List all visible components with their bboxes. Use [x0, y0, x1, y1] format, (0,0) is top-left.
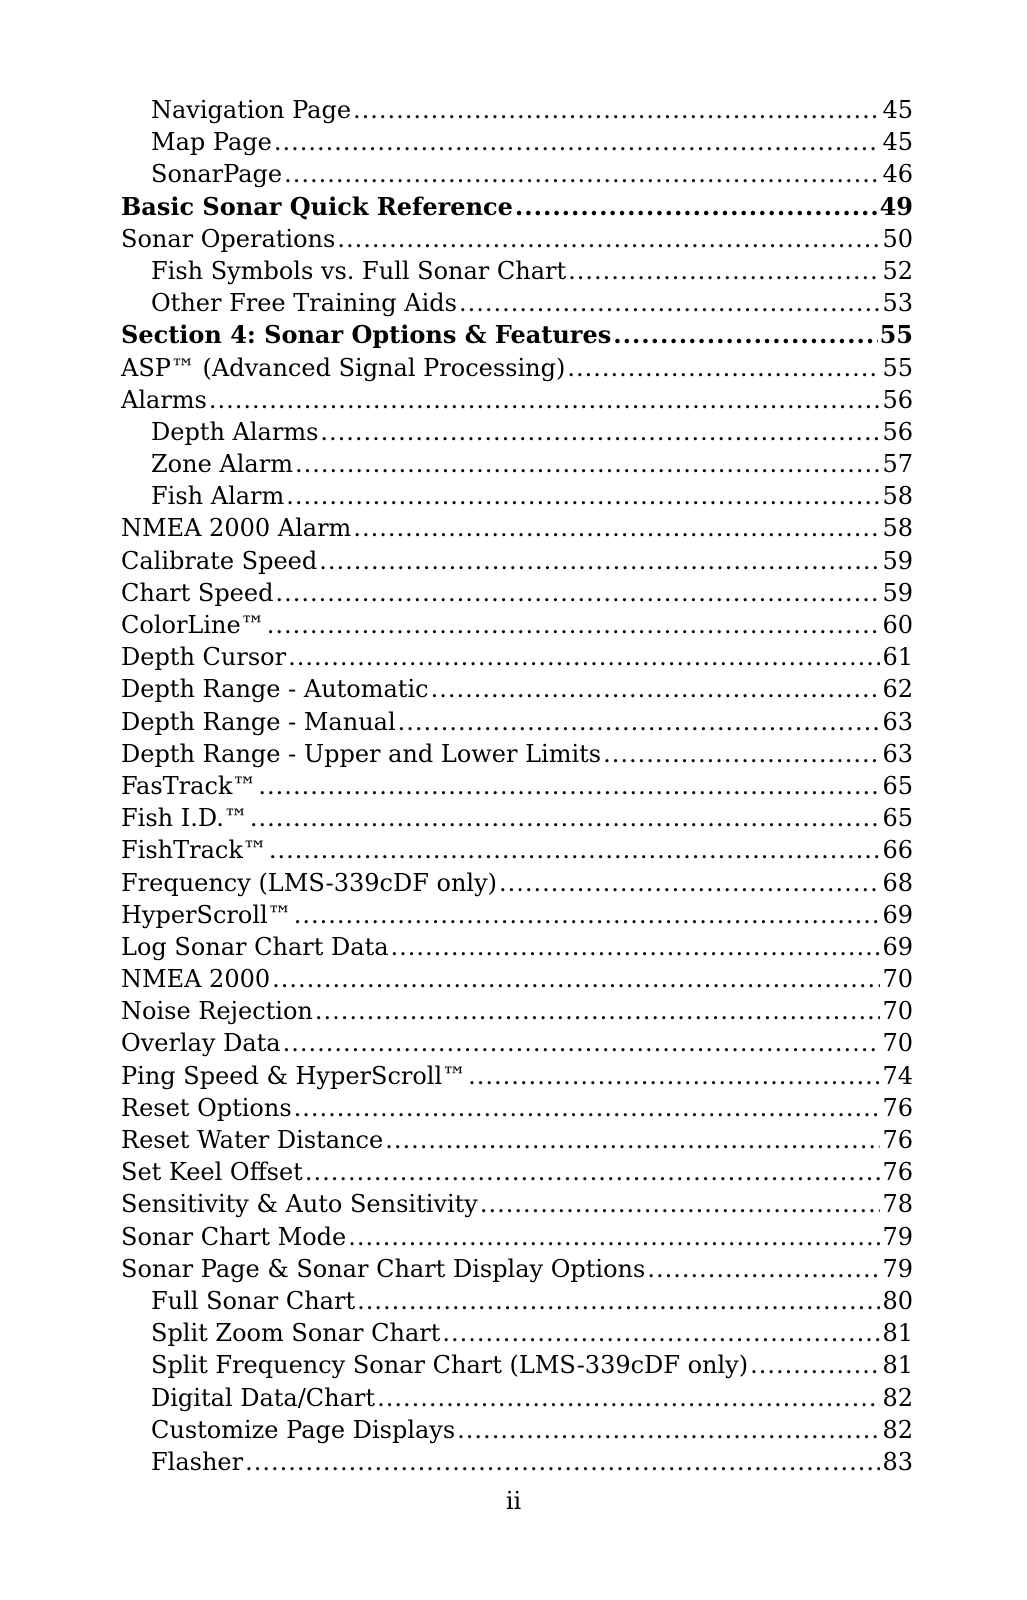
- toc-entry: [121, 609, 913, 641]
- toc-entry-title: Section 4: Sonar Options & Features: [121, 320, 612, 350]
- toc-entry-title: Calibrate Speed: [121, 546, 318, 575]
- toc-dot-leader: [295, 448, 880, 480]
- table-of-contents: [121, 94, 913, 1478]
- toc-entry-title: SonarPage: [151, 160, 283, 189]
- toc-dot-leader: [398, 706, 881, 738]
- toc-entry: [121, 995, 913, 1027]
- toc-entry-page-number: 79: [882, 1254, 913, 1283]
- toc-entry: [121, 802, 913, 834]
- toc-entry-page-number: 65: [882, 771, 913, 800]
- toc-entry-page-number: 45: [882, 96, 913, 124]
- toc-entry-page-number: 59: [882, 546, 913, 575]
- toc-entry-page-number: 82: [882, 1415, 913, 1444]
- toc-entry-title: FishTrack™: [121, 836, 267, 865]
- toc-entry-page-number: 52: [882, 256, 913, 285]
- toc-entry: [121, 1414, 913, 1446]
- toc-entry-title: Reset Water Distance: [121, 1126, 384, 1154]
- toc-dot-leader: [286, 480, 880, 512]
- toc-dot-leader: [385, 1124, 880, 1156]
- toc-entry-page-number: 62: [882, 675, 913, 704]
- toc-entry-title: ASP™ (Advanced Signal Processing): [121, 353, 566, 382]
- toc-dot-leader: [613, 319, 877, 351]
- toc-dot-leader: [431, 673, 881, 705]
- toc-dot-leader: [288, 641, 880, 673]
- toc-entry-title: Split Zoom Sonar Chart: [151, 1319, 441, 1348]
- toc-entry: [121, 1382, 913, 1414]
- toc-entry-title: Overlay Data: [121, 1029, 281, 1058]
- toc-entry-title: Fish Alarm: [151, 482, 285, 511]
- toc-entry-page-number: 50: [882, 224, 913, 253]
- toc-dot-leader: [319, 545, 880, 577]
- toc-entry-page-number: 69: [882, 932, 913, 961]
- toc-entry-title: Sensitivity & Auto Sensitivity: [121, 1190, 478, 1219]
- toc-dot-leader: [357, 1285, 880, 1317]
- toc-entry-title: Customize Page Displays: [151, 1415, 456, 1444]
- toc-entry: [121, 384, 913, 416]
- toc-entry-page-number: 60: [882, 611, 913, 639]
- toc-entry: [121, 1446, 913, 1478]
- toc-dot-leader: [269, 834, 881, 866]
- toc-entry-page-number: 53: [882, 289, 913, 318]
- toc-entry-page-number: 55: [882, 353, 913, 382]
- toc-entry: [121, 931, 913, 963]
- toc-entry: [121, 770, 913, 802]
- toc-entry-title: Flasher: [151, 1447, 244, 1476]
- toc-dot-leader: [353, 512, 880, 544]
- toc-entry-page-number: 49: [879, 191, 913, 221]
- toc-dot-leader: [274, 126, 881, 158]
- toc-entry-title: Depth Range - Manual: [121, 707, 396, 736]
- toc-entry: [121, 191, 913, 223]
- toc-dot-leader: [515, 191, 878, 223]
- toc-entry: [121, 287, 913, 319]
- toc-entry-page-number: 58: [882, 482, 913, 511]
- toc-dot-leader: [294, 1092, 881, 1124]
- toc-entry-title: Noise Rejection: [121, 997, 313, 1026]
- toc-entry: [121, 1221, 913, 1253]
- toc-dot-leader: [337, 223, 880, 255]
- toc-dot-leader: [468, 1060, 880, 1092]
- toc-entry-title: Reset Options: [121, 1093, 292, 1122]
- toc-entry: [121, 963, 913, 995]
- toc-entry-title: Chart Speed: [121, 578, 274, 607]
- toc-entry: [121, 738, 913, 770]
- toc-dot-leader: [499, 867, 880, 899]
- toc-entry: [121, 834, 913, 866]
- toc-dot-leader: [377, 1382, 880, 1414]
- toc-dot-leader: [258, 770, 880, 802]
- toc-entry: [121, 673, 913, 705]
- toc-entry-page-number: 70: [882, 965, 913, 994]
- toc-entry-title: Depth Cursor: [121, 643, 287, 672]
- toc-dot-leader: [209, 384, 881, 416]
- toc-dot-leader: [750, 1349, 880, 1381]
- toc-dot-leader: [320, 416, 880, 448]
- toc-entry-title: Log Sonar Chart Data: [121, 932, 389, 961]
- toc-dot-leader: [568, 255, 880, 287]
- toc-entry-page-number: 76: [882, 1158, 913, 1187]
- toc-entry-page-number: 56: [882, 385, 913, 414]
- toc-entry-page-number: 69: [882, 900, 913, 929]
- toc-entry: [121, 545, 913, 577]
- toc-entry-title: Depth Range - Upper and Lower Limits: [121, 739, 602, 768]
- toc-dot-leader: [245, 1446, 880, 1478]
- toc-dot-leader: [391, 931, 881, 963]
- toc-entry-title: Basic Sonar Quick Reference: [121, 191, 513, 221]
- toc-entry-title: NMEA 2000 Alarm: [121, 514, 352, 543]
- toc-entry-title: Full Sonar Chart: [151, 1286, 356, 1315]
- toc-dot-leader: [250, 802, 881, 834]
- toc-dot-leader: [348, 1221, 880, 1253]
- toc-dot-leader: [284, 158, 880, 190]
- toc-entry-page-number: 68: [882, 868, 913, 897]
- toc-entry-title: Frequency (LMS-339cDF only): [121, 868, 498, 897]
- toc-entry-title: Sonar Page & Sonar Chart Display Options: [121, 1254, 646, 1283]
- toc-dot-leader: [603, 738, 880, 770]
- toc-entry-page-number: 74: [882, 1061, 913, 1090]
- toc-dot-leader: [459, 287, 880, 319]
- toc-dot-leader: [647, 1253, 880, 1285]
- toc-dot-leader: [567, 352, 880, 384]
- toc-entry: [121, 94, 913, 126]
- toc-entry: [121, 223, 913, 255]
- toc-entry-page-number: 76: [882, 1126, 913, 1154]
- toc-entry-page-number: 82: [882, 1383, 913, 1412]
- toc-entry-page-number: 80: [882, 1286, 913, 1315]
- toc-dot-leader: [294, 899, 881, 931]
- toc-entry-title: FasTrack™: [121, 771, 257, 800]
- toc-entry: [121, 1188, 913, 1220]
- toc-entry-title: Fish I.D.™: [121, 804, 248, 833]
- toc-entry-title: Digital Data/Chart: [151, 1383, 376, 1412]
- toc-entry: [121, 1317, 913, 1349]
- toc-entry-page-number: 56: [882, 417, 913, 446]
- toc-entry: [121, 1124, 913, 1156]
- toc-entry: [121, 158, 913, 190]
- toc-entry-title: Set Keel Offset: [121, 1158, 303, 1187]
- toc-entry-page-number: 81: [882, 1351, 913, 1380]
- toc-entry: [121, 1253, 913, 1285]
- toc-dot-leader: [315, 995, 881, 1027]
- page-number-footer: ii: [505, 1487, 522, 1515]
- toc-dot-leader: [480, 1188, 881, 1220]
- toc-entry-title: Depth Range - Automatic: [121, 675, 429, 704]
- toc-dot-leader: [275, 577, 880, 609]
- toc-entry-title: HyperScroll™: [121, 900, 292, 929]
- toc-entry-page-number: 66: [882, 836, 913, 865]
- toc-dot-leader: [272, 963, 880, 995]
- toc-entry: [121, 352, 913, 384]
- toc-dot-leader: [442, 1317, 880, 1349]
- toc-entry: [121, 899, 913, 931]
- toc-entry-title: NMEA 2000: [121, 965, 271, 994]
- toc-entry: [121, 416, 913, 448]
- toc-dot-leader: [353, 94, 880, 126]
- toc-dot-leader: [305, 1156, 881, 1188]
- toc-entry-page-number: 79: [882, 1222, 913, 1251]
- toc-entry: [121, 512, 913, 544]
- toc-entry-title: Alarms: [121, 385, 207, 414]
- toc-dot-leader: [267, 609, 881, 641]
- toc-entry-title: Navigation Page: [151, 96, 352, 124]
- toc-entry: [121, 1349, 913, 1381]
- toc-entry-page-number: 58: [882, 514, 913, 543]
- toc-dot-leader: [283, 1027, 881, 1059]
- toc-entry-page-number: 46: [882, 160, 913, 189]
- toc-entry-title: Fish Symbols vs. Full Sonar Chart: [151, 256, 567, 285]
- toc-entry-title: Ping Speed & HyperScroll™: [121, 1061, 467, 1090]
- toc-dot-leader: [457, 1414, 880, 1446]
- toc-entry: [121, 126, 913, 158]
- toc-entry: [121, 1060, 913, 1092]
- toc-entry-title: Map Page: [151, 128, 272, 157]
- toc-entry-page-number: 76: [882, 1093, 913, 1122]
- toc-entry-title: Sonar Operations: [121, 224, 336, 253]
- toc-entry: [121, 1027, 913, 1059]
- toc-entry-page-number: 55: [879, 320, 913, 350]
- toc-entry: [121, 255, 913, 287]
- toc-entry-page-number: 63: [882, 707, 913, 736]
- toc-entry-title: ColorLine™: [121, 611, 265, 639]
- toc-entry: [121, 641, 913, 673]
- toc-entry-page-number: 70: [882, 997, 913, 1026]
- toc-entry: [121, 1156, 913, 1188]
- toc-entry-page-number: 83: [882, 1447, 913, 1476]
- toc-entry: [121, 706, 913, 738]
- toc-entry-page-number: 45: [882, 128, 913, 157]
- toc-entry: [121, 577, 913, 609]
- toc-entry-title: Other Free Training Aids: [151, 289, 457, 318]
- toc-entry-page-number: 61: [882, 643, 913, 672]
- toc-entry: [121, 480, 913, 512]
- toc-entry-page-number: 81: [882, 1319, 913, 1348]
- toc-entry: [121, 448, 913, 480]
- toc-entry-page-number: 57: [882, 450, 913, 479]
- toc-entry-page-number: 78: [882, 1190, 913, 1219]
- toc-entry-page-number: 65: [882, 804, 913, 833]
- toc-entry: [121, 1092, 913, 1124]
- toc-entry-page-number: 59: [882, 578, 913, 607]
- toc-entry: [121, 1285, 913, 1317]
- toc-entry-title: Depth Alarms: [151, 417, 319, 446]
- toc-entry-title: Split Frequency Sonar Chart (LMS-339cDF only): [151, 1351, 749, 1380]
- toc-entry-title: Zone Alarm: [151, 450, 293, 479]
- toc-entry: [121, 867, 913, 899]
- toc-entry: [121, 319, 913, 351]
- toc-entry-page-number: 70: [882, 1029, 913, 1058]
- toc-entry-page-number: 63: [882, 739, 913, 768]
- toc-entry-title: Sonar Chart Mode: [121, 1222, 347, 1251]
